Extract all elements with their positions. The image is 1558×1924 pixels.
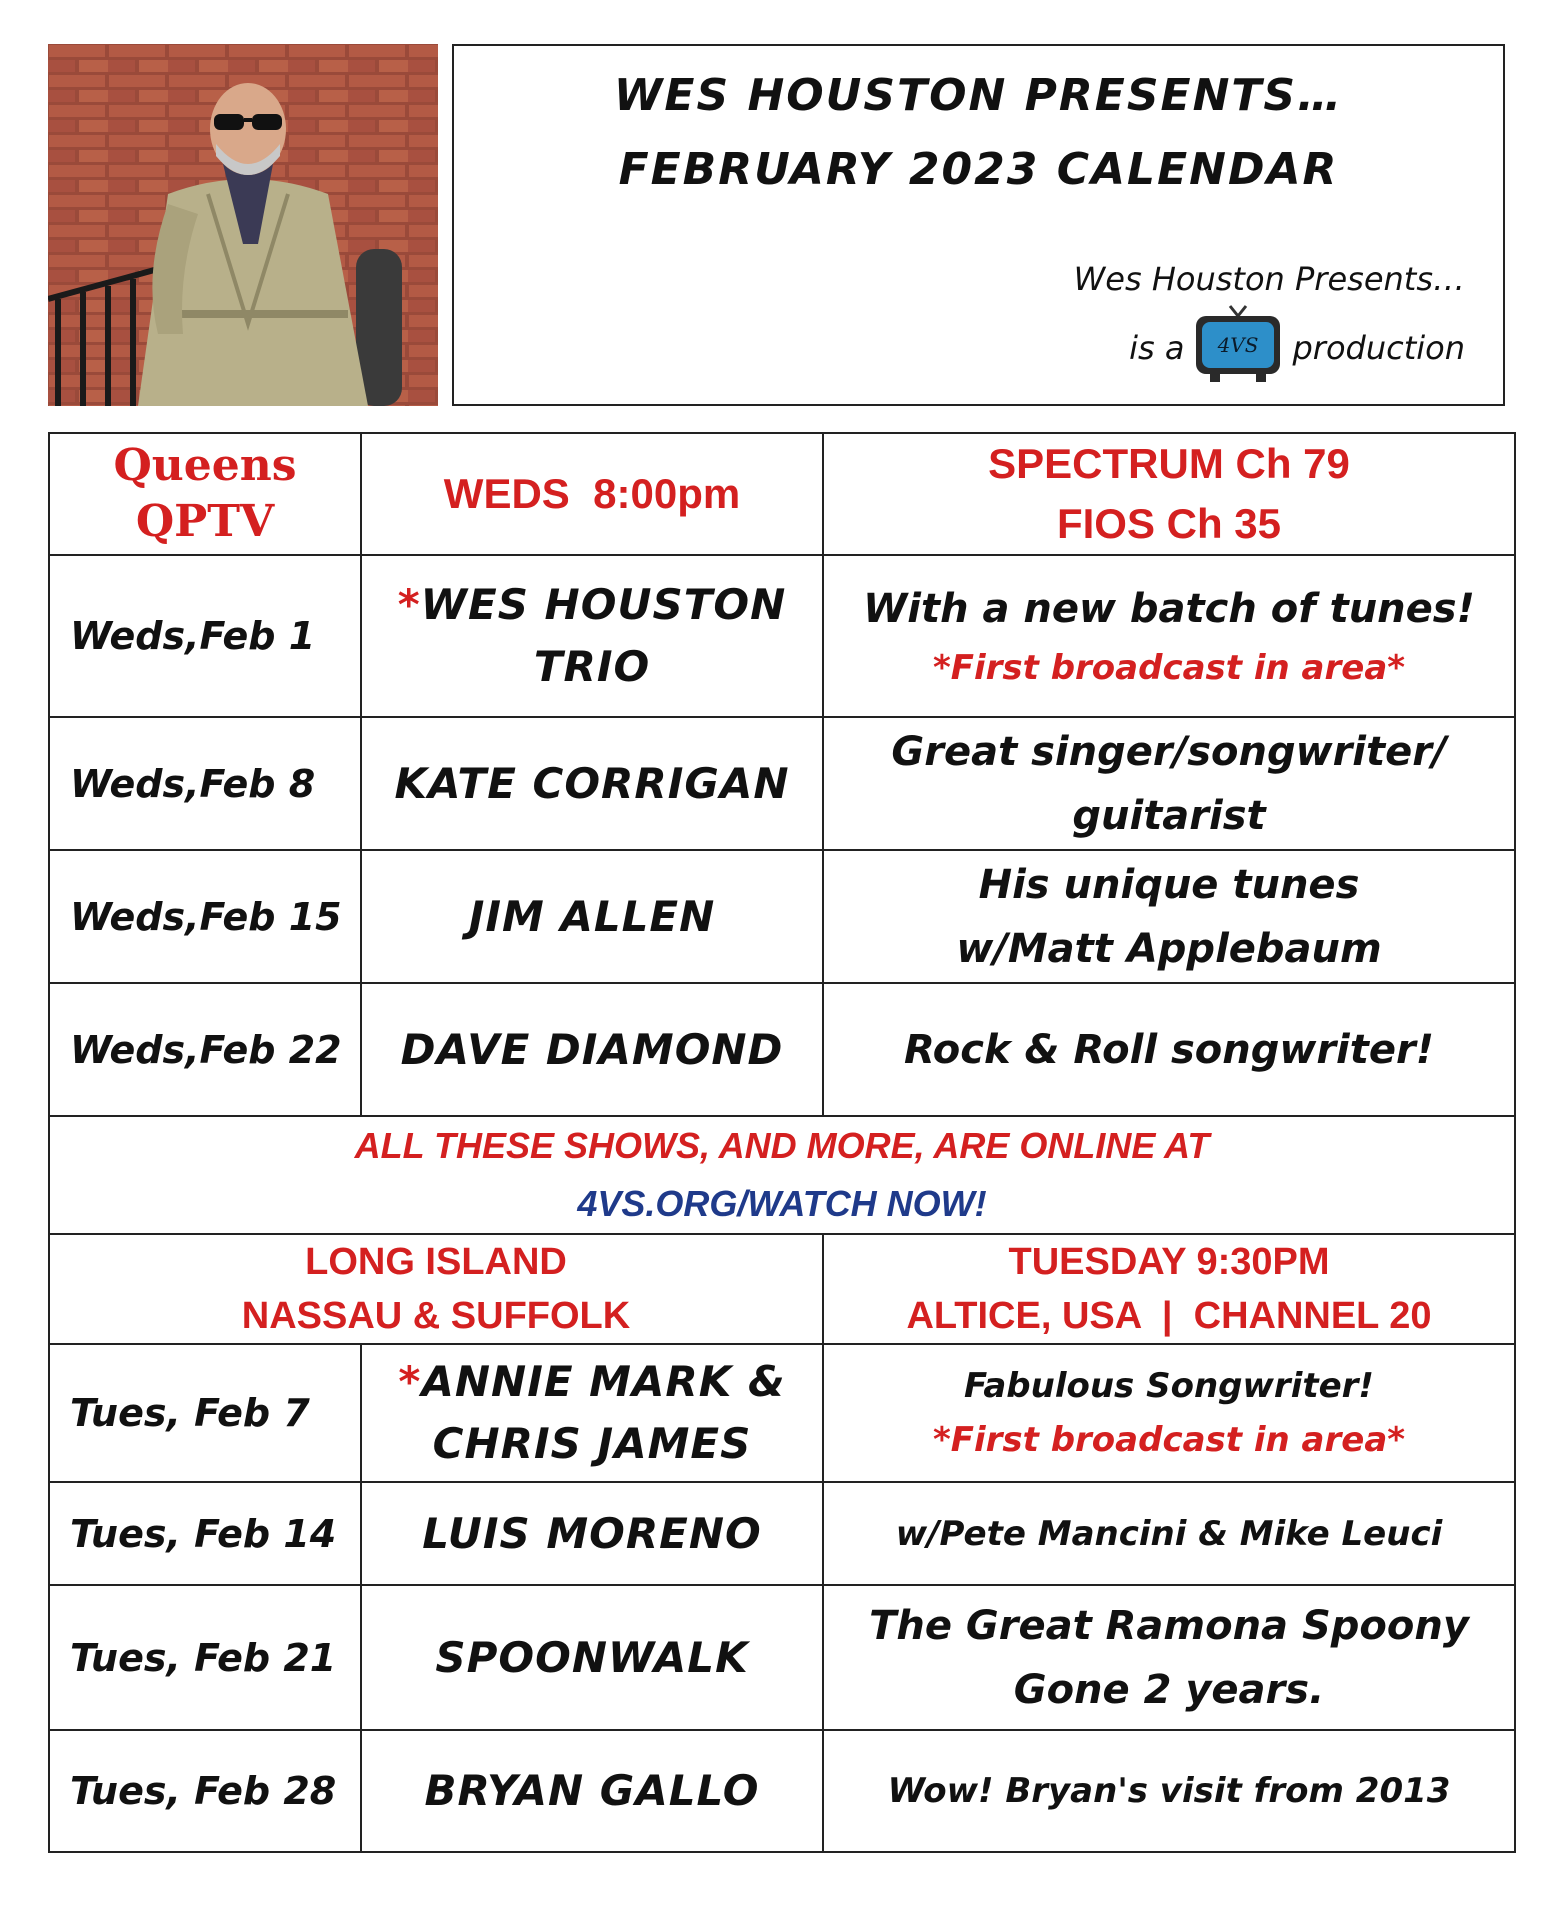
show-description-cell <box>823 850 1515 983</box>
calendar-title: FEBRUARY 2023 CALENDAR <box>618 144 1339 195</box>
queens-time-cell <box>361 433 823 555</box>
channel-spectrum: SPECTRUM Ch 79 <box>988 440 1350 487</box>
broadcast-time: WEDS 8:00pm <box>443 470 741 517</box>
show-name-line2: CHRIS JAMES <box>432 1419 752 1468</box>
online-row <box>49 1116 1515 1234</box>
station-name: QPTV <box>135 496 275 547</box>
show-date: Weds,Feb 8 <box>49 717 361 850</box>
queens-channel-cell <box>823 433 1515 555</box>
premiere-note: *First broadcast in area* <box>932 648 1406 688</box>
title-box <box>452 44 1505 406</box>
show-date: Tues, Feb 21 <box>49 1585 361 1730</box>
main-title: WES HOUSTON PRESENTS… <box>613 70 1344 121</box>
credit-prefix: is a <box>1129 329 1185 367</box>
show-description: The Great Ramona Spoony <box>869 1602 1469 1649</box>
show-name-cell <box>361 850 823 983</box>
long-island-time-cell <box>823 1234 1515 1344</box>
show-name: *ANNIE MARK & <box>398 1357 786 1406</box>
queens-region-cell <box>49 433 361 555</box>
online-notice: ALL THESE SHOWS, AND MORE, ARE ONLINE AT <box>354 1125 1210 1166</box>
table-row <box>49 1482 1515 1585</box>
show-name: JIM ALLEN <box>468 891 716 941</box>
watch-link[interactable]: 4VS.ORG/WATCH NOW! <box>577 1183 987 1224</box>
show-name: KATE CORRIGAN <box>394 758 790 808</box>
table-row <box>49 983 1515 1116</box>
show-description-cell <box>823 1730 1515 1852</box>
show-date: Weds,Feb 15 <box>49 850 361 983</box>
show-description-cell <box>823 1482 1515 1585</box>
show-name-cell <box>361 983 823 1116</box>
table-row <box>49 1344 1515 1482</box>
show-name-cell <box>361 1482 823 1585</box>
broadcast-time: TUESDAY 9:30PM <box>1008 1241 1330 1283</box>
table-row <box>49 717 1515 850</box>
long-island-region-cell <box>49 1234 823 1344</box>
region-name: LONG ISLAND <box>305 1241 567 1283</box>
logo-text: 4VS <box>1218 333 1259 357</box>
show-description: Wow! Bryan's visit from 2013 <box>887 1771 1451 1811</box>
show-description-line2: guitarist <box>1072 792 1266 839</box>
show-name: SPOONWALK <box>435 1632 749 1682</box>
show-name-cell <box>361 717 823 850</box>
show-name: *WES HOUSTON <box>397 580 787 629</box>
online-cell <box>49 1116 1515 1234</box>
show-description: Fabulous Songwriter! <box>964 1366 1374 1406</box>
channel-fios: FIOS Ch 35 <box>1056 500 1282 547</box>
premiere-star: * <box>398 1357 422 1406</box>
show-name: DAVE DIAMOND <box>400 1024 784 1074</box>
region-name: Queens <box>113 440 297 491</box>
show-description-cell <box>823 555 1515 717</box>
show-name: LUIS MORENO <box>422 1508 762 1558</box>
show-description: w/Pete Mancini & Mike Leuci <box>895 1513 1443 1554</box>
production-credit <box>1129 308 1465 388</box>
show-date: Tues, Feb 28 <box>49 1730 361 1852</box>
table-row <box>49 850 1515 983</box>
portrait-image <box>48 44 438 406</box>
show-description-cell <box>823 717 1515 850</box>
show-description-cell <box>823 1585 1515 1730</box>
show-date: Tues, Feb 7 <box>49 1344 361 1482</box>
4vs-logo-icon <box>1192 304 1284 392</box>
show-description: With a new batch of tunes! <box>863 586 1475 632</box>
show-name-cell <box>361 555 823 717</box>
region-counties: NASSAU & SUFFOLK <box>241 1295 631 1337</box>
channel-altice: ALTICE, USA | CHANNEL 20 <box>906 1295 1432 1337</box>
schedule-table <box>48 432 1516 1853</box>
portrait-photo <box>48 44 438 406</box>
show-description: Rock & Roll songwriter! <box>904 1026 1434 1073</box>
show-date: Weds,Feb 1 <box>49 555 361 717</box>
credit-suffix: production <box>1292 329 1465 367</box>
show-description-line2: Gone 2 years. <box>1013 1666 1325 1713</box>
show-date: Weds,Feb 22 <box>49 983 361 1116</box>
table-row <box>49 1730 1515 1852</box>
table-row <box>49 1585 1515 1730</box>
queens-header-row <box>49 433 1515 555</box>
show-description-cell <box>823 1344 1515 1482</box>
show-name-cell <box>361 1344 823 1482</box>
show-description-cell <box>823 983 1515 1116</box>
show-name-line2: TRIO <box>533 642 651 691</box>
long-island-header-row <box>49 1234 1515 1344</box>
premiere-star: * <box>397 580 421 629</box>
premiere-note: *First broadcast in area* <box>932 1420 1406 1460</box>
show-description: Great singer/songwriter/ <box>891 728 1447 775</box>
show-name: BRYAN GALLO <box>424 1766 760 1815</box>
show-description-line2: w/Matt Applebaum <box>956 925 1382 972</box>
show-name-cell <box>361 1585 823 1730</box>
show-name-cell <box>361 1730 823 1852</box>
show-description: His unique tunes <box>978 861 1360 908</box>
credit-line: Wes Houston Presents… <box>1073 260 1465 298</box>
table-row <box>49 555 1515 717</box>
show-date: Tues, Feb 14 <box>49 1482 361 1585</box>
